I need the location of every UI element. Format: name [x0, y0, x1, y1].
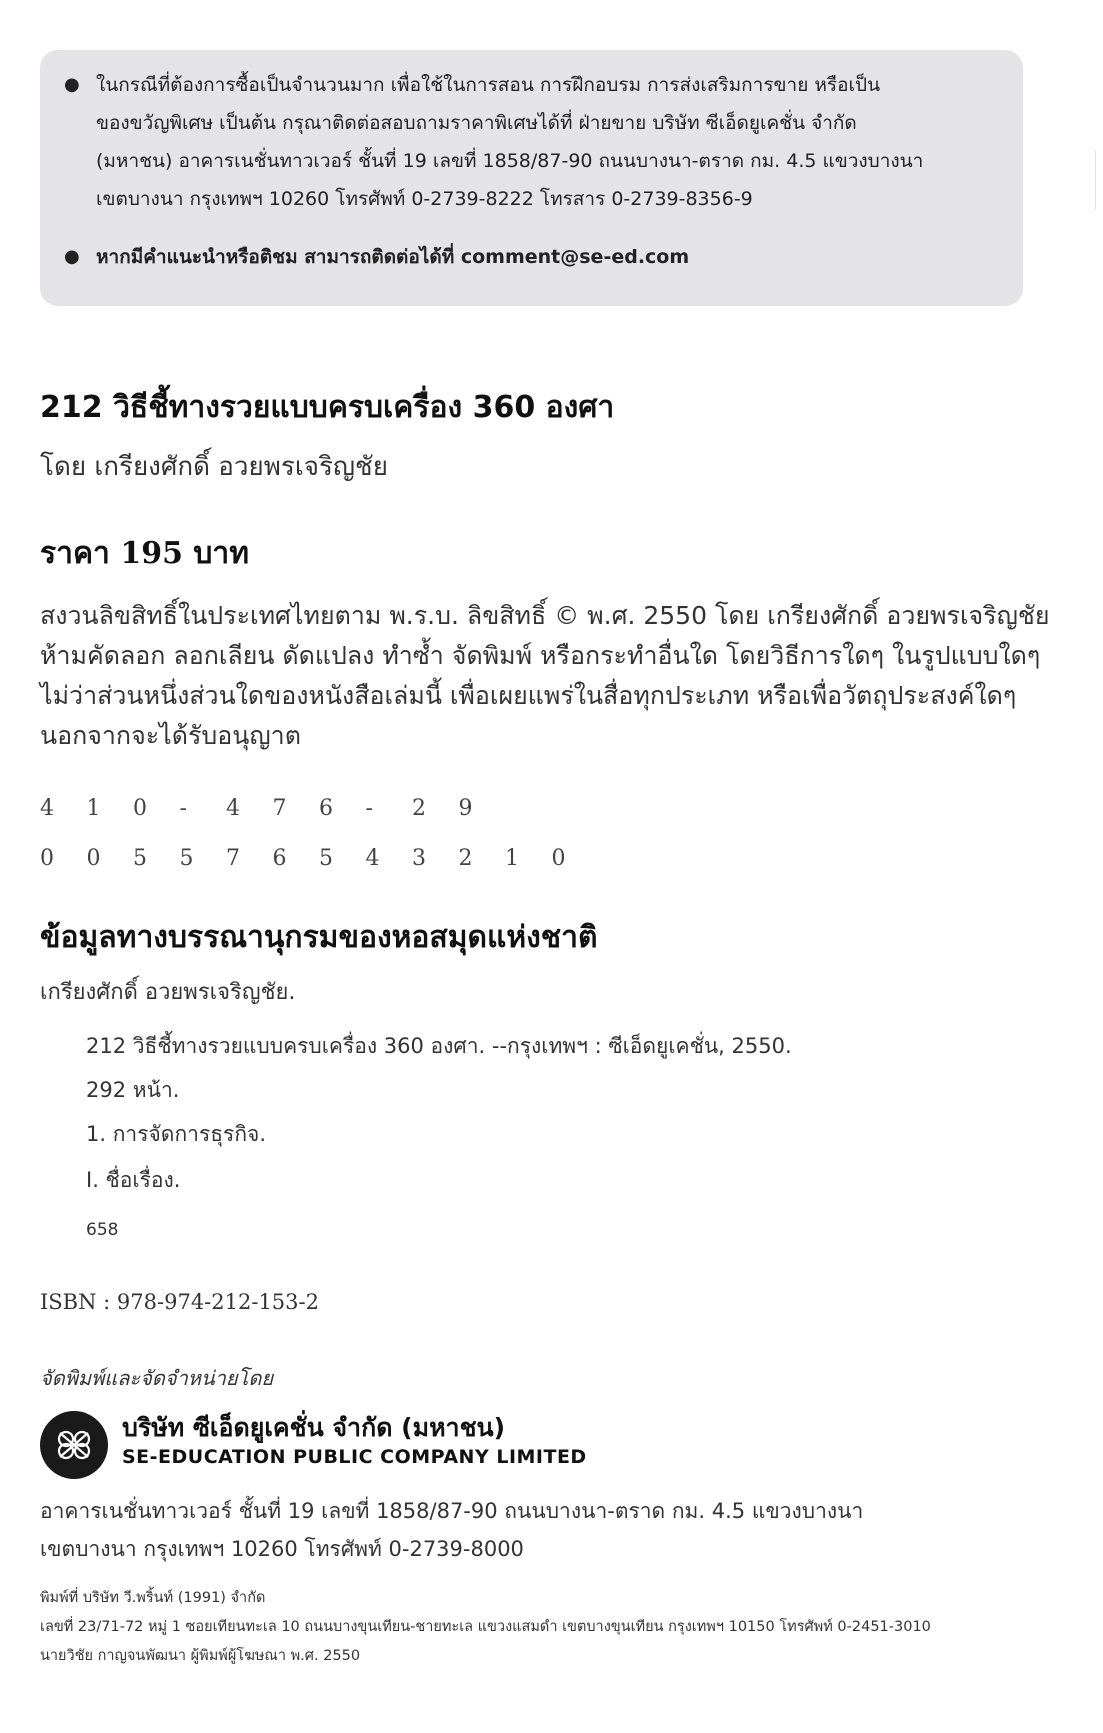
print-code-digit: -: [179, 796, 187, 821]
print-code-digit: 4: [226, 796, 240, 821]
print-code-digit: 4: [40, 796, 54, 821]
print-code-digit: -: [365, 796, 373, 821]
publisher-name-thai: บริษัท ซีเอ็ดยูเคชั่น จำกัด (มหาชน): [122, 1413, 506, 1442]
printer-line: พิมพ์ที่ บริษัท วี.พริ้นท์ (1991) จำกัด: [40, 1590, 266, 1606]
print-code-digit: 1: [505, 846, 519, 871]
bullet-dot-icon: ●: [64, 74, 80, 95]
copyright-line: นอกจากจะได้รับอนุญาต: [40, 721, 301, 750]
catalog-pages: 292 หน้า.: [86, 1078, 180, 1102]
print-code-digit: 7: [272, 796, 287, 821]
publisher-address: [40, 1492, 863, 1568]
book-author: โดย เกรียงศักดิ์ อวยพรเจริญชัย: [40, 452, 388, 482]
print-code-digit: 2: [412, 796, 426, 821]
address-line: เขตบางนา กรุงเทพฯ 10260 โทรศัพท์ 0-2739-8000: [40, 1537, 524, 1561]
print-code-digit: 5: [179, 846, 194, 871]
print-code-digit: 0: [86, 846, 101, 871]
notice-line: (มหาชน) อาคารเนชั่นทาวเวอร์ ชั้นที่ 19 เลขที่ 1858/87-90 ถนนบางนา-ตราด กม. 4.5 แขวงบางนา: [96, 150, 924, 172]
copyright-line: ห้ามคัดลอก ลอกเลียน ดัดแปลง ทำซ้ำ จัดพิมพ์ หรือกระทำอื่นใด โดยวิธีการใดๆ ในรูปแบบใดๆ: [40, 641, 1041, 670]
notice-line: ของขวัญพิเศษ เป็นต้น กรุณาติดต่อสอบถามราคาพิเศษได้ที่ ฝ่ายขาย บริษัท ซีเอ็ดยูเคชั่น จำกัด: [96, 112, 857, 134]
book-price: ราคา 195 บาท: [40, 536, 250, 571]
copyright-line: ไม่ว่าส่วนหนึ่งส่วนใดของหนังสือเล่มนี้ เพื่อเผยแพร่ในสื่อทุกประเภท หรือเพื่อวัตถุประสงค์ใดๆ: [40, 681, 1017, 710]
catalog-class-number: 658: [86, 1220, 119, 1240]
print-code-digit: 7: [226, 846, 240, 871]
print-code-digit: 9: [458, 796, 473, 821]
publisher-name-english: SE-EDUCATION PUBLIC COMPANY LIMITED: [122, 1446, 587, 1468]
address-line: อาคารเนชั่นทาวเวอร์ ชั้นที่ 19 เลขที่ 1858/87-90 ถนนบางนา-ตราด กม. 4.5 แขวงบางนา: [40, 1499, 864, 1523]
publisher-label: จัดพิมพ์และจัดจำหน่ายโดย: [40, 1366, 274, 1390]
print-code-digit: 2: [458, 846, 473, 871]
book-title: 212 วิธีชี้ทางรวยแบบครบเครื่อง 360 องศา: [40, 390, 615, 425]
catalog-title-entry: I. ชื่อเรื่อง.: [86, 1168, 181, 1192]
print-code-row-2: [40, 846, 598, 871]
catalog-author: เกรียงศักดิ์ อวยพรเจริญชัย.: [40, 980, 296, 1005]
notice-line: หากมีคำแนะนำหรือติชม สามารถติดต่อได้ที่ comment@se-ed.com: [96, 246, 690, 268]
copyright-notice: [40, 596, 1080, 756]
print-code-digit: 6: [319, 796, 333, 821]
notice-bullet-feedback: [64, 238, 1004, 276]
bulk-order-notice-box: [40, 50, 1023, 306]
copyright-line: สงวนลิขสิทธิ์ในประเทศไทยตาม พ.ร.บ. ลิขสิทธิ์ © พ.ศ. 2550 โดย เกรียงศักดิ์ อวยพรเจริญชัย: [40, 601, 1050, 630]
notice-bullet-bulk-order: [64, 66, 1004, 218]
print-code-row-1: [40, 796, 505, 821]
print-code-digit: 4: [365, 846, 380, 871]
se-ed-logo-icon: [40, 1411, 108, 1479]
print-code-digit: 1: [86, 796, 101, 821]
print-code-digit: 0: [551, 846, 566, 871]
notice-line: เขตบางนา กรุงเทพฯ 10260 โทรศัพท์ 0-2739-8222 โทรสาร 0-2739-8356-9: [96, 188, 753, 210]
page-edge-line: [1095, 150, 1096, 210]
print-code-digit: 0: [133, 796, 147, 821]
bullet-dot-icon: ●: [64, 246, 80, 267]
print-code-digit: 6: [272, 846, 287, 871]
print-code-digit: 3: [412, 846, 426, 871]
isbn: ISBN : 978-974-212-153-2: [40, 1290, 319, 1314]
print-code-digit: 5: [133, 846, 147, 871]
printer-line: เลขที่ 23/71-72 หมู่ 1 ซอยเทียนทะเล 10 ถนนบางขุนเทียน-ชายทะเล แขวงแสมดำ เขตบางขุนเทียน กรุงเทพฯ 10150 โทรศัพท์ 0-2451-3010: [40, 1619, 931, 1635]
printer-line: นายวิชัย กาญจนพัฒนา ผู้พิมพ์ผู้โฆษณา พ.ศ. 2550: [40, 1648, 361, 1664]
print-code-digit: 0: [40, 846, 54, 871]
catalog-heading: ข้อมูลทางบรรณานุกรมของหอสมุดแห่งชาติ: [40, 920, 598, 955]
printer-info: [40, 1584, 931, 1671]
print-code-digit: 5: [319, 846, 333, 871]
catalog-entry: 212 วิธีชี้ทางรวยแบบครบเครื่อง 360 องศา. --กรุงเทพฯ : ซีเอ็ดยูเคชั่น, 2550.: [86, 1034, 792, 1058]
notice-line: ในกรณีที่ต้องการซื้อเป็นจำนวนมาก เพื่อใช้ในการสอน การฝึกอบรม การส่งเสริมการขาย หรือเป็น: [96, 74, 881, 96]
catalog-subject: 1. การจัดการธุรกิจ.: [86, 1122, 267, 1146]
